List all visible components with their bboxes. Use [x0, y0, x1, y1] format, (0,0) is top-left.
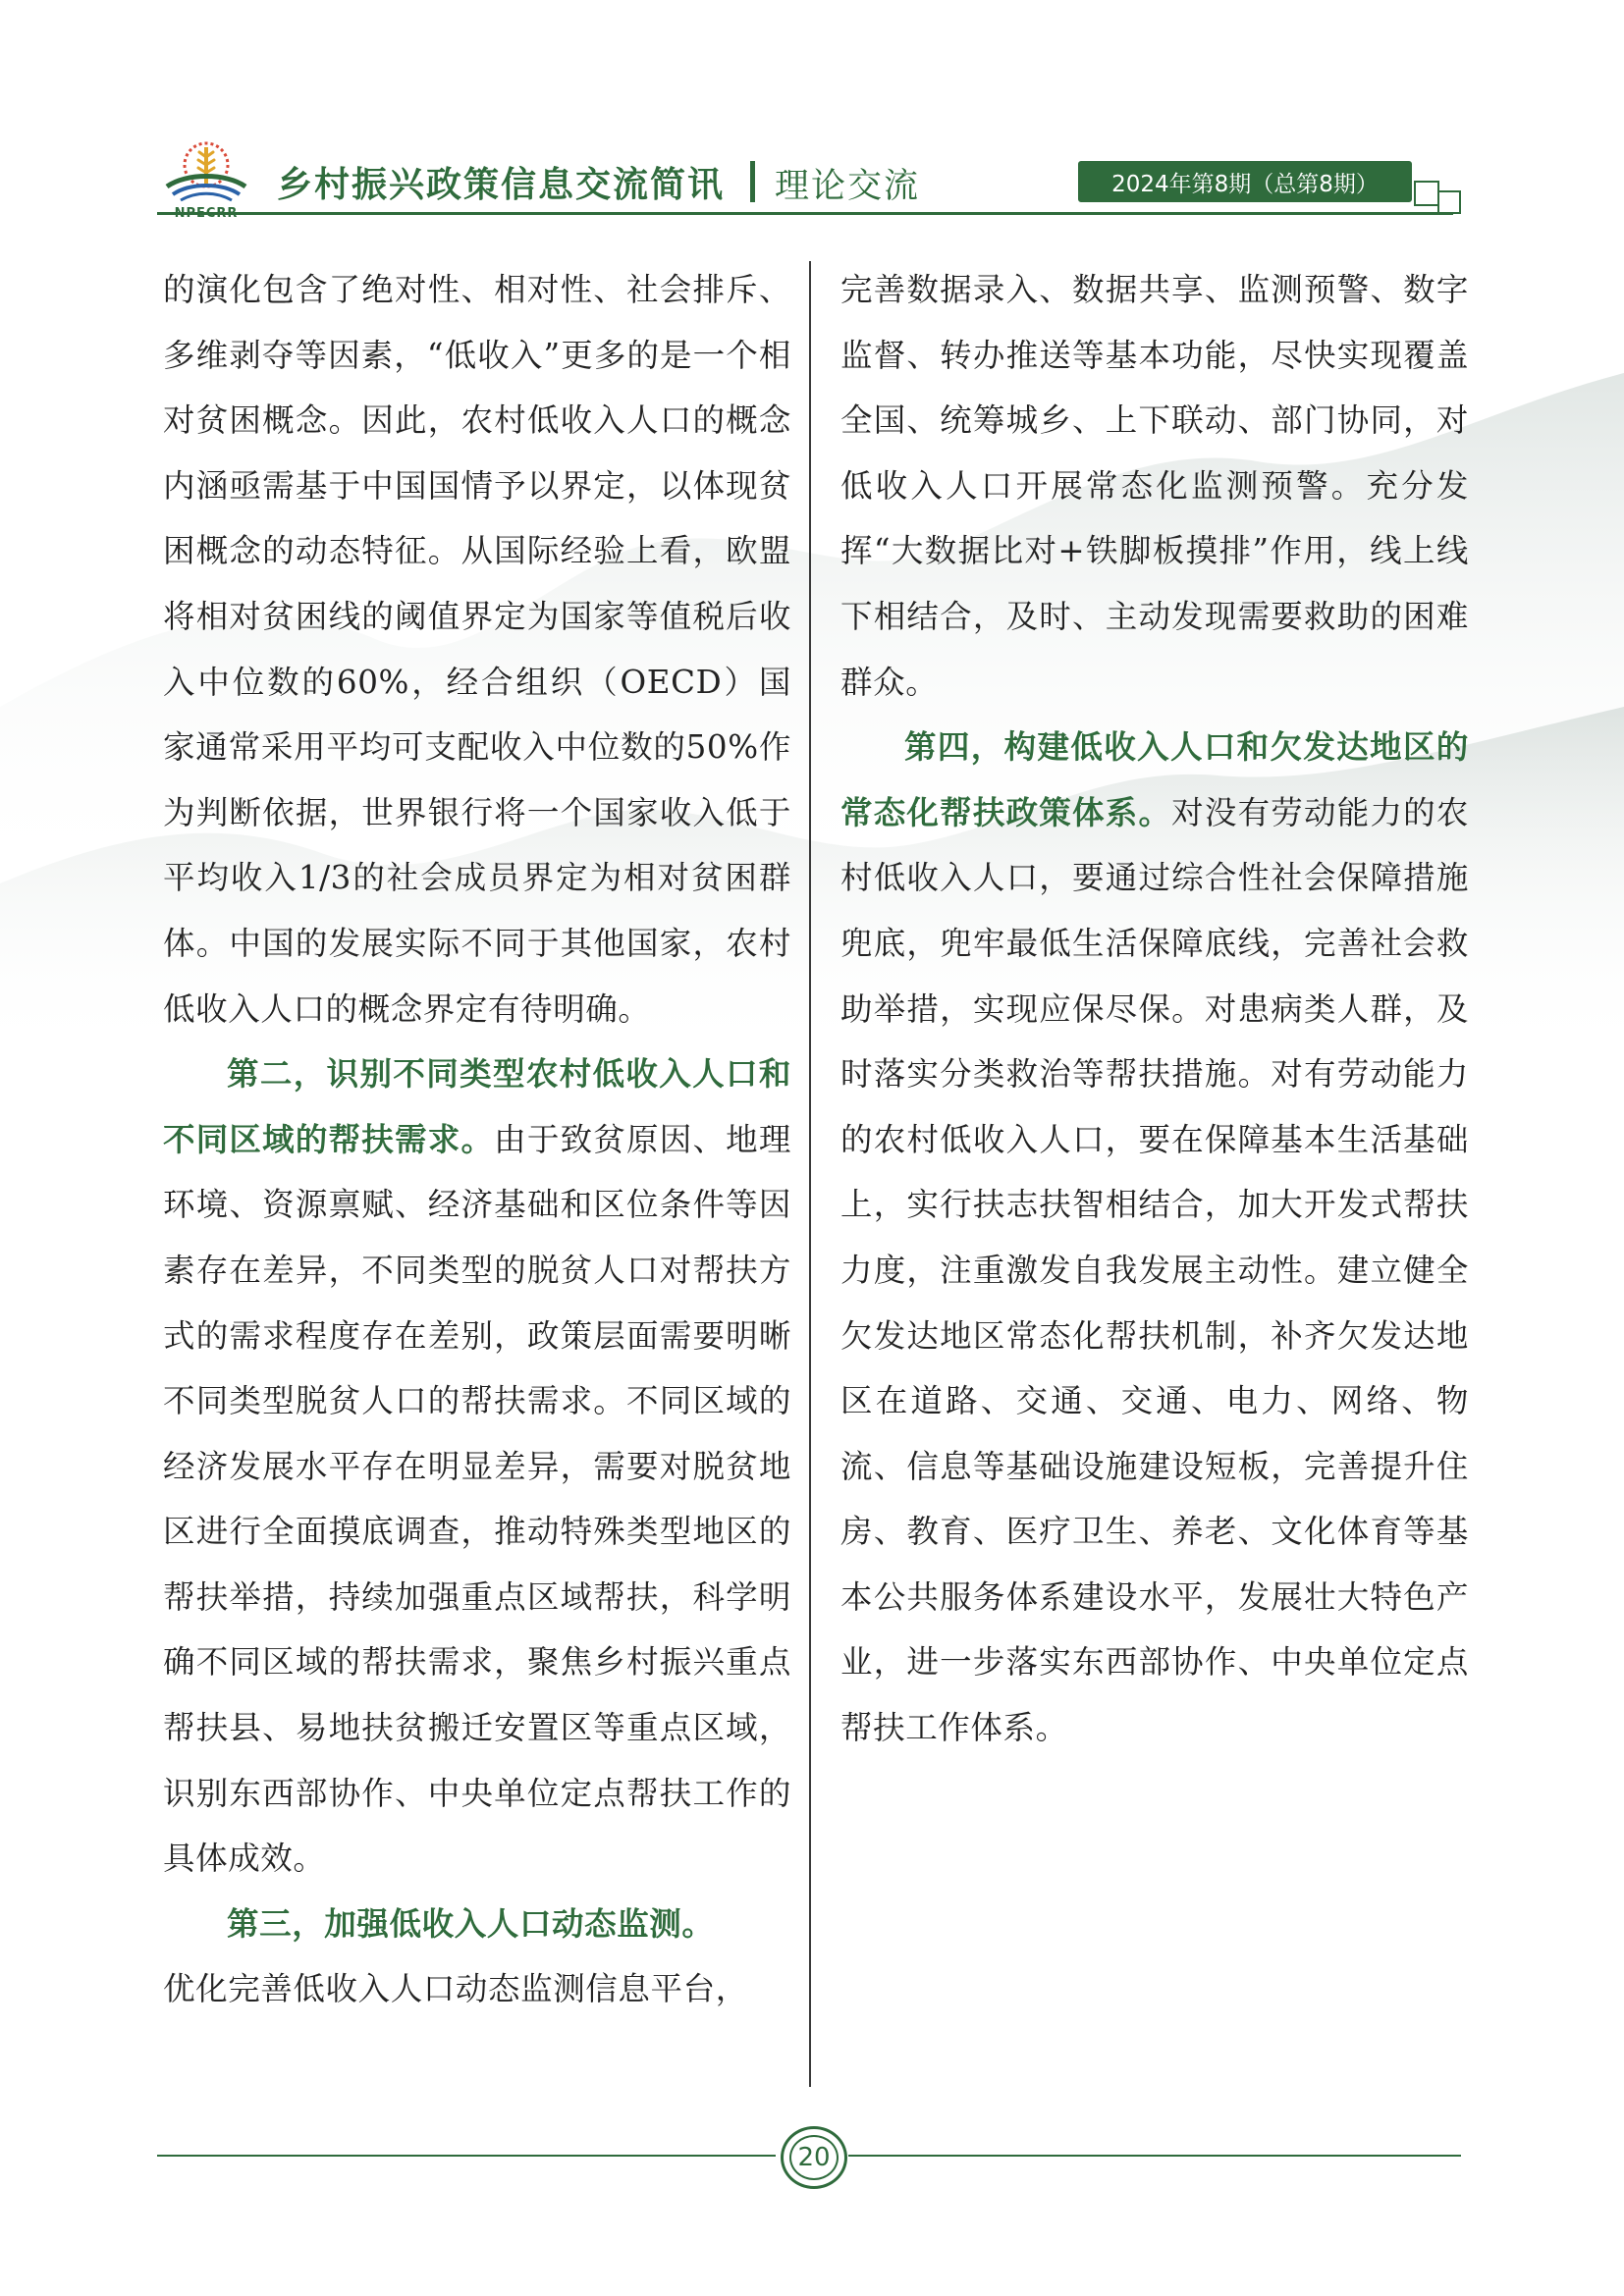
header-rule: [157, 212, 1453, 215]
issue-decoration: [1437, 190, 1461, 214]
section-heading-fourth: 第四，构建低收入人口和欠发达地区的常态化帮扶政策体系。: [840, 727, 1469, 831]
section-heading-third: 第三，加强低收入人口动态监测。: [227, 1903, 715, 1943]
right-column: [840, 257, 1469, 1761]
footer-rule: [848, 2155, 1461, 2157]
paragraph-third-point: [163, 1892, 791, 2022]
paragraph-continued: 的演化包含了绝对性、相对性、社会排斥、多维剥夺等因素，“低收入”更多的是一个相对贫困概念。因此，农村低收入人口的概念内涵亟需基于中国国情予以界定，以体现贫困概念的动态特征。从国际经验上看，欧盟将相对贫困线的阈值界定为国家等值税后收入中位数的60%，经合组织（OECD）国家通常采用平均可支配收入中位数的50%作为判断依据，世界银行将一个国家收入低于平均收入1/3的社会成员界定为相对贫困群体。中国的发展实际不同于其他国家，农村低收入人口的概念界定有待明确。: [163, 271, 791, 1028]
issue-label: 2024年第8期（总第8期）: [1078, 161, 1412, 202]
column-divider: [809, 261, 811, 2087]
paragraph-continued: 完善数据录入、数据共享、监测预警、数字监督、转办推送等基本功能，尽快实现覆盖全国、统筹城乡、上下联动、部门协同，对低收入人口开展常态化监测预警。充分发挥“大数据比对+铁脚板摸排”作用，线上线下相结合，及时、主动发现需要救助的困难群众。: [840, 271, 1469, 701]
paragraph-body: 由于致贫原因、地理环境、资源禀赋、经济基础和区位条件等因素存在差异，不同类型的脱贫人口对帮扶方式的需求程度存在差别，政策层面需要明晰不同类型脱贫人口的帮扶需求。不同区域的经济发展水平存在明显差异，需要对脱贫地区进行全面摸底调查，推动特殊类型地区的帮扶举措，持续加强重点区域帮扶，科学明确不同区域的帮扶需求，聚焦乡村振兴重点帮扶县、易地扶贫搬迁安置区等重点区域，识别东西部协作、中央单位定点帮扶工作的具体成效。: [163, 1120, 791, 1878]
publication-title: 乡村振兴政策信息交流简讯: [277, 165, 726, 205]
page-number: 20: [789, 2135, 839, 2180]
section-heading-second: 第二，识别不同类型农村低收入人口和不同区域的帮扶需求。: [163, 1054, 791, 1158]
page-number-badge: [781, 2126, 847, 2189]
paragraph-fourth-point: [840, 715, 1469, 1761]
title-separator: [750, 161, 755, 202]
footer-rule: [157, 2155, 776, 2157]
paragraph-body: 对没有劳动能力的农村低收入人口，要通过综合性社会保障措施兜底，兜牢最低生活保障底线，完善社会救助举措，实现应保尽保。对患病类人群，及时落实分类救治等帮扶措施。对有劳动能力的农村低收入人口，要在保障基本生活基础上，实行扶志扶智相结合，加大开发式帮扶力度，注重激发自我发展主动性。建立健全欠发达地区常态化帮扶机制，补齐欠发达地区在道路、交通、交通、电力、网络、物流、信息等基础设施建设短板，完善提升住房、教育、医疗卫生、养老、文化体育等基本公共服务体系建设水平，发展壮大特色产业，进一步落实东西部协作、中央单位定点帮扶工作体系。: [840, 793, 1469, 1747]
section-name: 理论交流: [775, 167, 921, 206]
page-header: [0, 0, 1624, 236]
left-column: [163, 257, 791, 2022]
paragraph-second-point: [163, 1041, 791, 1892]
issue-decoration: [1414, 181, 1439, 206]
wheat-sun-emblem-icon: [157, 135, 255, 206]
paragraph-body: 优化完善低收入人口动态监测信息平台，: [163, 1970, 748, 2008]
